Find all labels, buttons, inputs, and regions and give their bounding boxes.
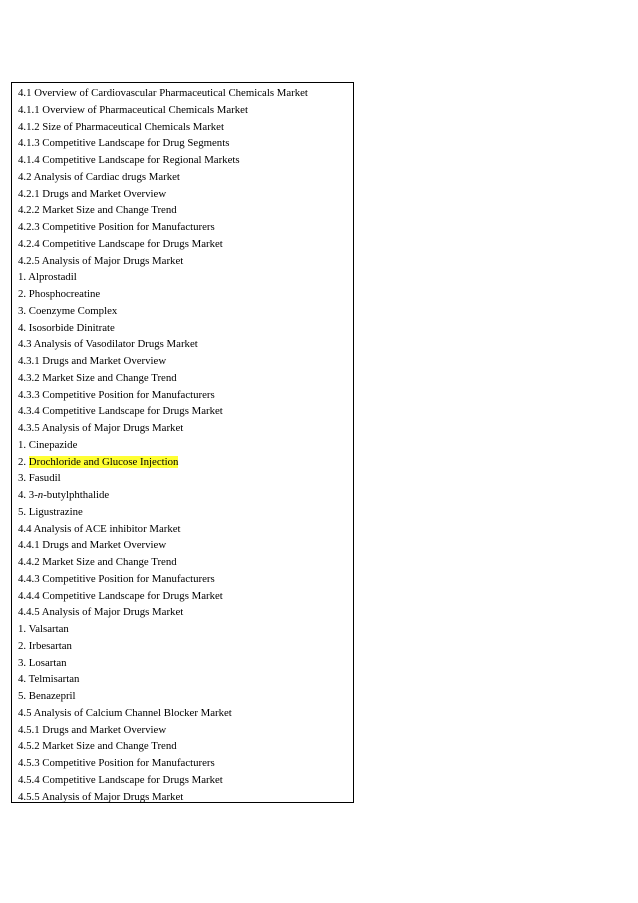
toc-heading-4-1: 4.1 Overview of Cardiovascular Pharmaceutical Chemicals Market (18, 87, 308, 99)
toc-entry: 4.4.5 Analysis of Major Drugs Market (18, 606, 184, 619)
toc-entry: 4.2.4 Competitive Landscape for Drugs Market (18, 237, 223, 250)
toc-drug-item: 1. Alprostadil (18, 271, 77, 284)
toc-drug-item: 3. Losartan (18, 656, 67, 669)
toc-drug-item: 2. Phosphocreatine (18, 288, 101, 300)
toc-entry: 4.2.2 Market Size and Change Trend (18, 204, 177, 217)
toc-entry: 4.4.4 Competitive Landscape for Drugs Market (18, 589, 223, 602)
toc-drug-item-highlighted (18, 454, 353, 471)
toc-item-number: 2. (18, 455, 29, 468)
italic-text: n (37, 489, 44, 501)
toc-heading-4-5: 4.5 Analysis of Calcium Channel Blocker Market (18, 706, 232, 719)
toc-item-suffix: -butylphthalide (43, 489, 110, 501)
toc-heading-4-4: 4.4 Analysis of ACE inhibitor Market (18, 522, 181, 535)
toc-entry: 4.5.1 Drugs and Market Overview (18, 723, 167, 736)
toc-entry: 4.5.2 Market Size and Change Trend (18, 740, 177, 753)
toc-entry: 4.3.5 Analysis of Major Drugs Market (18, 422, 184, 434)
toc-heading-4-3: 4.3 Analysis of Vasodilator Drugs Market (18, 338, 198, 351)
toc-entry: 4.2.3 Competitive Position for Manufacturers (18, 221, 215, 233)
toc-entry: 4.3.3 Competitive Position for Manufacturers (18, 388, 215, 401)
toc-entry: 4.2.5 Analysis of Major Drugs Market (18, 254, 184, 267)
toc-entry: 4.4.2 Market Size and Change Trend (18, 556, 177, 568)
toc-entry: 4.1.3 Competitive Landscape for Drug Segments (18, 137, 230, 150)
toc-drug-item: 1. Valsartan (18, 623, 69, 635)
toc-entry: 4.3.1 Drugs and Market Overview (18, 355, 167, 367)
toc-drug-item: 5. Benazepril (18, 690, 76, 702)
highlighted-text: Drochloride and Glucose Injection (28, 455, 179, 468)
toc-entry: 4.5.3 Competitive Position for Manufacturers (18, 757, 215, 769)
toc-heading-4-2: 4.2 Analysis of Cardiac drugs Market (18, 170, 180, 183)
toc-entry: 4.1.2 Size of Pharmaceutical Chemicals Market (18, 120, 224, 133)
toc-entry: 4.3.2 Market Size and Change Trend (18, 371, 177, 384)
toc-entry: 4.2.1 Drugs and Market Overview (18, 187, 167, 200)
toc-drug-item: 3. Fasudil (18, 472, 61, 485)
toc-entry: 4.4.1 Drugs and Market Overview (18, 539, 167, 552)
toc-drug-item: 5. Ligustrazine (18, 505, 83, 518)
toc-drug-item: 4. Telmisartan (18, 673, 80, 686)
toc-entry: 4.1.4 Competitive Landscape for Regional Markets (18, 154, 240, 166)
toc-entry: 4.4.3 Competitive Position for Manufacturers (18, 572, 215, 585)
toc-drug-item: 4. Isosorbide Dinitrate (18, 321, 115, 334)
toc-entry: 4.5.5 Analysis of Major Drugs Market (18, 790, 184, 803)
toc-drug-item: 1. Cinepazide (18, 438, 78, 451)
toc-drug-item: 2. Irbesartan (18, 639, 72, 652)
toc-drug-item (18, 487, 353, 504)
toc-entry: 4.5.4 Competitive Landscape for Drugs Market (18, 773, 223, 786)
toc-entry: 4.3.4 Competitive Landscape for Drugs Market (18, 405, 223, 418)
toc-item-prefix: 4. 3- (18, 489, 38, 501)
table-of-contents (11, 82, 354, 803)
toc-entry: 4.1.1 Overview of Pharmaceutical Chemicals Market (18, 103, 248, 116)
toc-drug-item: 3. Coenzyme Complex (18, 304, 118, 317)
